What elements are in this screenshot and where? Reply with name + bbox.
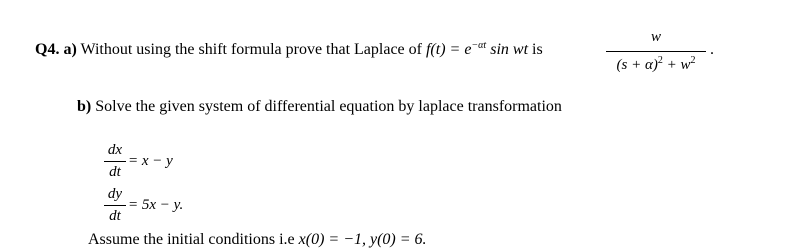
fraction-numerator: w bbox=[650, 29, 661, 45]
fraction-bar bbox=[606, 51, 706, 52]
part-a-exponent: −αt bbox=[471, 40, 487, 51]
initial-conditions: x(0) = −1, y(0) = 6. bbox=[298, 231, 427, 248]
part-a-text: Without using the shift formula prove that Laplace of bbox=[80, 41, 422, 58]
derivative-fraction bbox=[104, 142, 126, 186]
part-b-label: b) bbox=[77, 98, 92, 115]
derivative-fraction bbox=[104, 186, 126, 230]
initial-conditions-line bbox=[88, 231, 427, 249]
derivative-numerator: dx bbox=[107, 142, 123, 158]
derivative-numerator: dy bbox=[107, 186, 123, 202]
equation-rhs: = x − y bbox=[128, 153, 173, 169]
derivative-bar bbox=[104, 161, 126, 162]
part-b-text: Solve the given system of differential equation by laplace transformation bbox=[95, 98, 562, 115]
fraction-period: . bbox=[710, 41, 714, 58]
assume-text: Assume the initial conditions i.e bbox=[88, 231, 295, 248]
derivative-denominator: dt bbox=[109, 164, 121, 180]
equation-rhs: = 5x − y. bbox=[128, 197, 184, 213]
derivative-denominator: dt bbox=[109, 208, 121, 224]
question-4a-line bbox=[35, 41, 543, 59]
fraction-denominator: $(s + \alpha)^2 + w^2$ bbox=[616, 55, 696, 73]
question-4b-line bbox=[77, 98, 562, 116]
part-a-function-tail: sin wt bbox=[486, 41, 529, 58]
question-label: Q4. a) bbox=[35, 41, 77, 58]
part-a-function: $f(t) = e^{-\alpha t}$ bbox=[425, 40, 487, 58]
derivative-bar bbox=[104, 205, 126, 206]
part-a-is: is bbox=[532, 41, 543, 58]
laplace-result-fraction bbox=[606, 28, 706, 80]
